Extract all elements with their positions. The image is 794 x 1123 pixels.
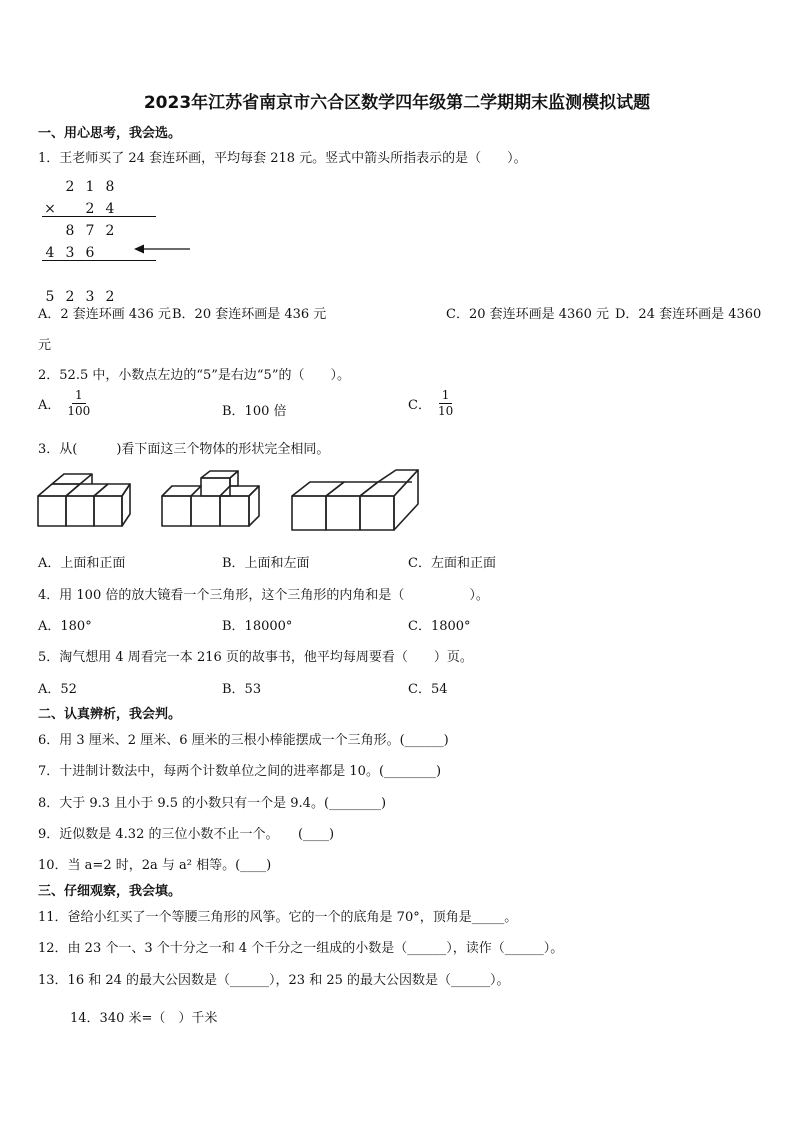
- section-heading-choice: 一、用心思考，我会选。: [38, 126, 182, 141]
- section-heading-judge: 二、认真辨析，我会判。: [38, 707, 182, 722]
- question-1-option-a: A．2 套连环画 436 元: [38, 307, 171, 322]
- question-14: 14．340 米=（ ）千米: [70, 1011, 218, 1026]
- calc-digit: 1: [85, 179, 95, 195]
- question-4-option-a: A．180°: [38, 619, 92, 634]
- question-1-option-b: B．20 套连环画是 436 元: [172, 307, 327, 322]
- question-9: 9．近似数是 4.32 的三位小数不止一个。 (____): [38, 827, 335, 842]
- question-3-option-a: A．上面和正面: [38, 556, 126, 571]
- question-5-option-a: A．52: [38, 682, 77, 697]
- question-10: 10．当 a=2 时，2a 与 a² 相等。(____): [38, 858, 272, 873]
- question-5-option-c: C．54: [408, 682, 448, 697]
- calc-digit: 2: [105, 223, 115, 239]
- calc-digit: 7: [85, 223, 95, 239]
- question-4-stem: 4．用 100 倍的放大镜看一个三角形，这个三角形的内角和是（ ）。: [38, 588, 489, 603]
- cube-figure-1: [36, 470, 136, 532]
- question-11: 11．爸给小红买了一个等腰三角形的风筝。它的一个的底角是 70°，顶角是_____。: [38, 910, 518, 925]
- question-3-stem: 3．从( )看下面这三个物体的形状完全相同。: [38, 442, 330, 457]
- fraction-numerator: 1: [439, 389, 453, 404]
- calc-digit: 8: [105, 179, 115, 195]
- question-5-option-b: B．53: [222, 682, 262, 697]
- cube-figure-3: [288, 466, 422, 536]
- fraction: [435, 389, 456, 417]
- option-label: C．: [408, 397, 431, 413]
- question-4-option-b: B．18000°: [222, 619, 293, 634]
- question-1-option-c: C．20 套连环画是 4360 元: [446, 307, 609, 322]
- calc-digit: 8: [65, 223, 75, 239]
- calc-digit: [40, 220, 60, 242]
- calc-digit: 3: [85, 289, 95, 305]
- calc-digit: 2: [65, 179, 75, 195]
- page-title: 2023年江苏省南京市六合区数学四年级第二学期期末监测模拟试题: [143, 93, 651, 113]
- question-4-option-c: C．1800°: [408, 619, 471, 634]
- fraction: [64, 389, 93, 417]
- fraction-numerator: 1: [72, 389, 86, 404]
- calc-digit: [40, 176, 60, 198]
- calc-digit: 5: [45, 289, 55, 305]
- question-3-option-c: C．左面和正面: [408, 556, 496, 571]
- question-6: 6．用 3 厘米、2 厘米、6 厘米的三根小棒能摆成一个三角形。(______): [38, 733, 449, 748]
- question-8: 8．大于 9.3 且小于 9.5 的小数只有一个是 9.4。(________): [38, 796, 387, 811]
- question-5-stem: 5．淘气想用 4 周看完一本 216 页的故事书，他平均每周要看（ ）页。: [38, 650, 473, 665]
- question-1-stem: 1．王老师买了 24 套连环画，平均每套 218 元。竖式中箭头所指表示的是（ ）。: [38, 151, 527, 166]
- question-3-option-b: B．上面和左面: [222, 556, 310, 571]
- vertical-multiplication: [40, 176, 120, 308]
- calc-digit: 3: [65, 245, 75, 261]
- calc-digit: 2: [105, 289, 115, 305]
- calc-rule-line: [42, 260, 156, 261]
- calc-digit: 2: [85, 201, 95, 217]
- arrow-left-icon: [132, 242, 192, 256]
- calc-operator: ×: [44, 201, 56, 217]
- question-2-option-c: [408, 389, 456, 417]
- question-13: 13．16 和 24 的最大公因数是（______），23 和 25 的最大公因数是（______）。: [38, 973, 510, 988]
- calc-rule-line: [42, 216, 156, 217]
- cube-figure-2: [158, 470, 264, 532]
- calc-digit: 4: [45, 245, 55, 261]
- calc-digit: 6: [85, 245, 95, 261]
- calc-digit: 2: [65, 289, 75, 305]
- question-7: 7．十进制计数法中，每两个计数单位之间的进率都是 10。(________): [38, 764, 442, 779]
- fraction-denominator: 100: [67, 403, 91, 418]
- question-12: 12．由 23 个一、3 个十分之一和 4 个千分之一组成的小数是（______），读作（______）。: [38, 941, 564, 956]
- section-heading-fill: 三、仔细观察，我会填。: [38, 884, 182, 899]
- question-2-stem: 2．52.5 中，小数点左边的“5”是右边“5”的（ ）。: [38, 368, 350, 383]
- fraction-denominator: 10: [437, 403, 454, 418]
- question-1-option-d: D．24 套连环画是 4360: [615, 307, 762, 322]
- question-1-option-d-tail: 元: [38, 338, 52, 353]
- question-2-option-a: [38, 389, 93, 417]
- option-label: A．: [38, 397, 61, 413]
- question-2-option-b: B．100 倍: [222, 404, 287, 419]
- calc-digit: 4: [105, 201, 115, 217]
